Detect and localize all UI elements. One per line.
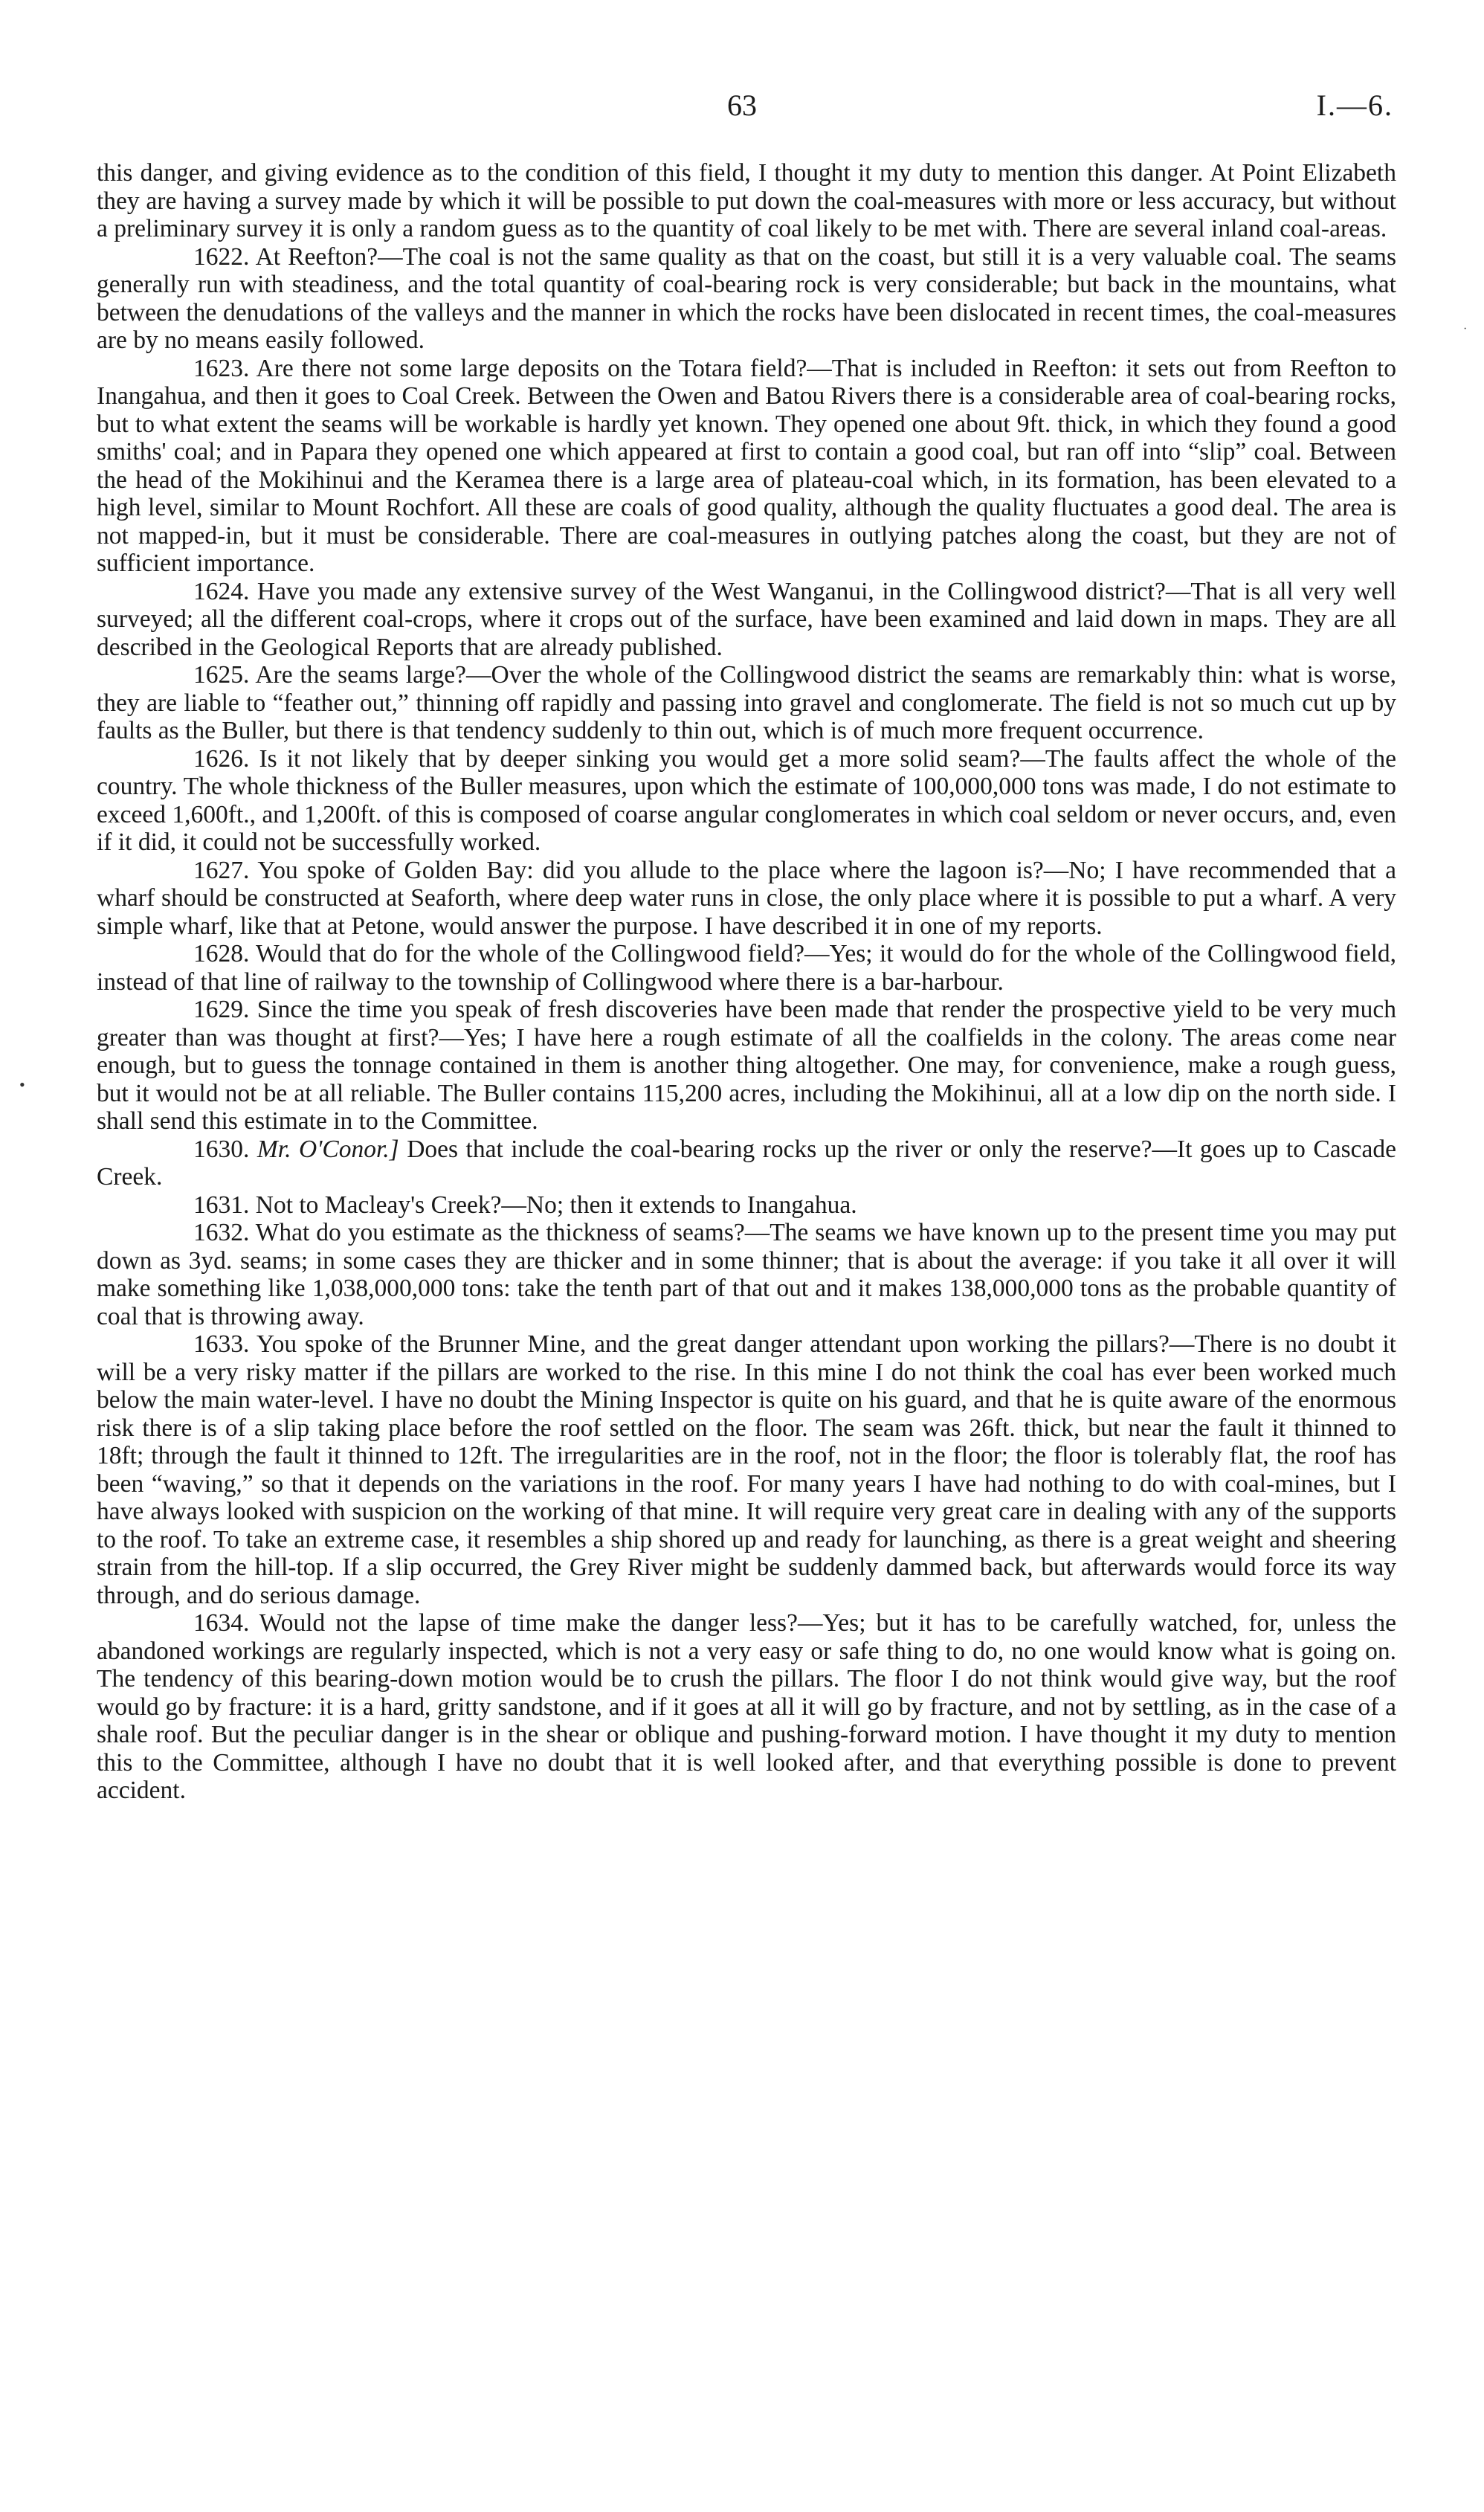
evidence-text: [97, 159, 1396, 1805]
speaker-name: Mr. O'Conor.]: [257, 1135, 399, 1163]
paragraph-1626: 1626. Is it not likely that by deeper sinking you would get a more solid seam?—The faults affect the whole of the country. The whole thickness of the Buller measures, upon which the estimate of 100,000,000 tons was made, I do not estimate to exceed 1,600ft., and 1,200ft. of this is composed of coarse angular conglomerates in which coal seldom or never occurs, and, even if it did, it could not be successfully worked.: [97, 744, 1396, 856]
page-number: 63: [727, 88, 757, 122]
paragraph-1629: 1629. Since the time you speak of fresh discoveries have been made that render the prospective yield to be very much greater than was thought at first?—Yes; I have here a rough estimate of all the coalfields in the colony. The areas come near enough, but to guess the tonnage contained in them is another thing altogether. One may, for convenience, make a rough guess, but it would not be at all reliable. The Buller contains 115,200 acres, including the Mokihinui, all at a low dip on the north side. I shall send this estimate in to the Committee.: [97, 996, 1396, 1135]
paragraph-1625: 1625. Are the seams large?—Over the whole of the Collingwood district the seams are remarkably thin: what is worse, they are liable to “feather out,” thinning off rapidly and passing into gravel and conglomerate. The field is not so much cut up by faults as the Buller, but there is that tendency suddenly to thin out, which is of much more frequent occurrence.: [97, 661, 1396, 744]
paragraph-1623: 1623. Are there not some large deposits on the Totara field?—That is included in Reefton: it sets out from Reefton to Inangahua, and then it goes to Coal Creek. Between the Owen and Batou Rivers there is a considerable area of coal-bearing rocks, but to what extent the seams will be workable is hardly yet known. They opened one about 9ft. thick, in which they found a good smiths' coal; and in Papara they opened one which appeared at first to contain a good coal, but ran off into “slip” coal. Between the head of the Mokihinui and the Keramea there is a large area of plateau-coal which, in its formation, has been elevated to a high level, similar to Mount Rochfort. All these are coals of good quality, although the quality fluctuates a good deal. The area is not mapped-in, but it must be considerable. There are coal-measures in outlying patches along the coast, but they are not of sufficient importance.: [97, 354, 1396, 577]
paragraph-1631: 1631. Not to Macleay's Creek?—No; then it extends to Inangahua.: [193, 1191, 857, 1219]
paragraph-1622: 1622. At Reefton?—The coal is not the same quality as that on the coast, but still it is a very valuable coal. The seams generally run with steadiness, and the total quantity of coal-bearing rock is very considerable; but back in the mountains, what between the denudations of the valleys and the manner in which the rocks have been dislocated in recent times, the coal-measures are by no means easily followed.: [97, 242, 1396, 354]
document-reference: I.—6.: [1316, 88, 1393, 122]
paragraph-continuation: this danger, and giving evidence as to the condition of this field, I thought it my duty to mention this danger. At Point Elizabeth they are having a survey made by which it will be possible to put down the coal-measures with more or less accuracy, but without a preliminary survey it is only a random guess as to the quantity of coal likely to be met with. There are several inland coal-areas.: [97, 159, 1396, 242]
paragraph-1627: 1627. You spoke of Golden Bay: did you allude to the place where the lagoon is?—No; I have recommended that a wharf should be constructed at Seaforth, where deep water runs in close, the only place where it is possible to put a wharf. A very simple wharf, like that at Petone, would answer the purpose. I have described it in one of my reports.: [97, 856, 1396, 940]
question-number: 1630.: [193, 1135, 250, 1163]
margin-mark: •: [19, 1075, 25, 1094]
paragraph-1628: 1628. Would that do for the whole of the Collingwood field?—Yes; it would do for the whole of the Collingwood field, instead of that line of railway to the township of Collingwood where there is a bar-harbour.: [97, 940, 1396, 996]
question-text: Does that include the coal-bearing rocks up the river or only the reserve?—It goes up to Cascade Creek.: [97, 1135, 1397, 1191]
paragraph-1633: 1633. You spoke of the Brunner Mine, and the great danger attendant upon working the pillars?—There is no doubt it will be a very risky matter if the pillars are worked to the rise. In this mine I do not think the coal has ever been worked much below the main water-level. I have no doubt the Mining Inspector is quite on his guard, and that he is quite aware of the enormous risk there is of a slip taking place before the roof settled on the floor. The seam was 26ft. thick, but near the fault it thinned to 18ft; through the fault it thinned to 12ft. The irregularities are in the roof, not in the floor; the floor is tolerably flat, the roof has been “waving,” so that it depends on the variations in the roof. For many years I have had nothing to do with coal-mines, but I have always looked with suspicion on the working of that mine. It will require very great care in dealing with any of the supports to the roof. To take an extreme case, it resembles a ship shored up and ready for launching, as there is a great weight and sheering strain from the hill-top. If a slip occurred, the Grey River might be suddenly dammed back, but afterwards would force its way through, and do serious damage.: [97, 1330, 1396, 1609]
paragraph-1624: 1624. Have you made any extensive survey of the West Wanganui, in the Collingwood district?—That is all very well surveyed; all the different coal-crops, where it crops out of the surface, have been examined and laid down in maps. They are all described in the Geological Reports that are already published.: [97, 577, 1396, 661]
paragraph-1632: 1632. What do you estimate as the thickness of seams?—The seams we have known up to the present time you may put down as 3yd. seams; in some cases they are thicker and in some thinner; that is about the average: if you take it all over it will make something like 1,038,000,000 tons: take the tenth part of that out and it makes 138,000,000 tons as the probable quantity of coal that is throwing away.: [97, 1219, 1396, 1330]
margin-mark: ·: [1463, 323, 1468, 335]
paragraph-1630: [97, 1136, 1396, 1191]
paragraph-1634: 1634. Would not the lapse of time make the danger less?—Yes; but it has to be carefully watched, for, unless the abandoned workings are regularly inspected, which is not a very easy or safe thing to do, no one would know what is going on. The tendency of this bearing-down motion would be to crush the pillars. The floor I do not think would give way, but the roof would go by fracture: it is a hard, gritty sandstone, and if it goes at all it will go by fracture, and not by settling, as in the case of a shale roof. But the peculiar danger is in the shear or oblique and pushing-forward motion. I have thought it my duty to mention this to the Committee, although I have no doubt that it is well looked after, and that everything possible is done to prevent accident.: [97, 1609, 1396, 1804]
